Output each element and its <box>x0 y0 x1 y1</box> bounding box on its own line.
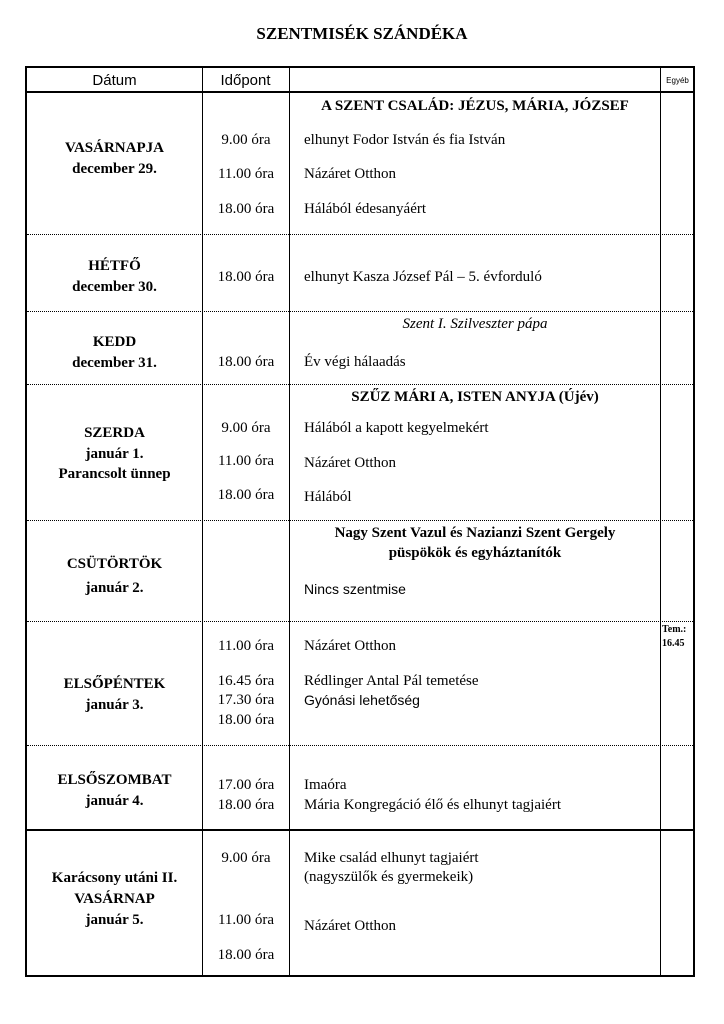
funeral-time: 16.45 <box>662 638 685 649</box>
day-name: VASÁRNAPJA <box>65 140 164 156</box>
row-separator <box>27 745 693 746</box>
mass-intention: Názáret Otthon <box>304 918 397 934</box>
day-name: KEDD <box>92 334 137 350</box>
mass-time: 17.30 óra <box>217 692 275 708</box>
table-header <box>27 68 693 93</box>
row-separator <box>27 384 693 385</box>
day-date: január 2. <box>85 580 144 596</box>
day-name: ELSŐSZOMBAT <box>57 772 172 788</box>
mass-intention: Mária Kongregáció élő és elhunyt tagjaiért <box>304 797 561 813</box>
mass-intention: elhunyt Kasza József Pál – 5. évforduló <box>304 269 542 285</box>
feast-title: A SZENT CSALÁD: JÉZUS, MÁRIA, JÓZSEF <box>321 98 629 114</box>
mass-intention: Hálából a kapott kegyelmekért <box>304 420 489 436</box>
page-title: SZENTMISÉK SZÁNDÉKA <box>256 24 468 43</box>
feast-title: SZŰZ MÁRI A, ISTEN ANYJA (Újév) <box>351 389 599 405</box>
mass-time: 18.00 óra <box>217 201 275 217</box>
mass-intention: Gyónási lehetőség <box>304 692 420 708</box>
mass-intention: Názáret Otthon <box>304 455 397 471</box>
mass-time: 9.00 óra <box>221 132 271 148</box>
mass-intention: Hálából <box>304 489 352 505</box>
mass-time: 18.00 óra <box>217 797 275 813</box>
funeral-label: Tem.: <box>662 624 687 635</box>
mass-intention: Év végi hálaadás <box>304 354 406 370</box>
day-date: január 3. <box>85 697 144 713</box>
day-name: Karácsony utáni II. <box>51 870 178 886</box>
day-name: HÉTFŐ <box>88 258 141 274</box>
mass-time: 18.00 óra <box>217 354 275 370</box>
day-date: január 1. <box>85 446 144 462</box>
mass-time: 9.00 óra <box>221 850 271 866</box>
mass-intention: Imaóra <box>304 777 347 793</box>
mass-intention: Rédlinger Antal Pál temetése <box>304 673 479 689</box>
mass-intention: Hálából édesanyáért <box>304 201 427 217</box>
mass-time: 11.00 óra <box>217 166 275 182</box>
feast-title: Nagy Szent Vazul és Nazianzi Szent Gergely <box>334 525 616 541</box>
row-separator <box>27 311 693 312</box>
row-separator <box>27 234 693 235</box>
mass-intention: Názáret Otthon <box>304 166 397 182</box>
mass-intention: Mike család elhunyt tagjaiért <box>304 850 479 866</box>
mass-time: 18.00 óra <box>217 947 275 963</box>
row-separator <box>27 829 693 831</box>
mass-time: 11.00 óra <box>217 638 275 654</box>
row-separator <box>27 621 693 622</box>
mass-time: 18.00 óra <box>217 269 275 285</box>
mass-time: 18.00 óra <box>217 712 275 728</box>
feast-title: Szent I. Szilveszter pápa <box>402 316 548 332</box>
day-name: VASÁRNAP <box>74 891 155 907</box>
mass-intention: (nagyszülők és gyermekeik) <box>304 869 474 885</box>
day-date: december 30. <box>72 279 157 295</box>
schedule-table <box>25 66 695 977</box>
day-date: január 5. <box>85 912 144 928</box>
day-name: ELSŐPÉNTEK <box>63 676 166 692</box>
mass-intention: elhunyt Fodor István és fia István <box>304 132 506 148</box>
day-name: SZERDA <box>84 425 145 441</box>
mass-intention: Názáret Otthon <box>304 638 397 654</box>
day-date: január 4. <box>85 793 144 809</box>
header-date: Dátum <box>92 72 137 89</box>
header-other: Egyéb <box>666 76 689 85</box>
mass-time: 16.45 óra <box>217 673 275 689</box>
day-date: december 29. <box>72 161 157 177</box>
mass-time: 11.00 óra <box>217 912 275 928</box>
mass-time: 9.00 óra <box>221 420 271 436</box>
header-time: Időpont <box>220 72 271 89</box>
mass-time: 11.00 óra <box>217 453 275 469</box>
row-separator <box>27 520 693 521</box>
day-name: CSÜTÖRTÖK <box>66 556 163 572</box>
feast-title: püspökök és egyháztanítók <box>388 545 562 561</box>
day-extra: Parancsolt ünnep <box>58 466 171 482</box>
no-mass-note: Nincs szentmise <box>304 581 406 597</box>
col-divider-time <box>289 68 290 975</box>
col-divider-other <box>660 68 661 975</box>
mass-time: 17.00 óra <box>217 777 275 793</box>
mass-time: 18.00 óra <box>217 487 275 503</box>
day-date: december 31. <box>72 355 157 371</box>
